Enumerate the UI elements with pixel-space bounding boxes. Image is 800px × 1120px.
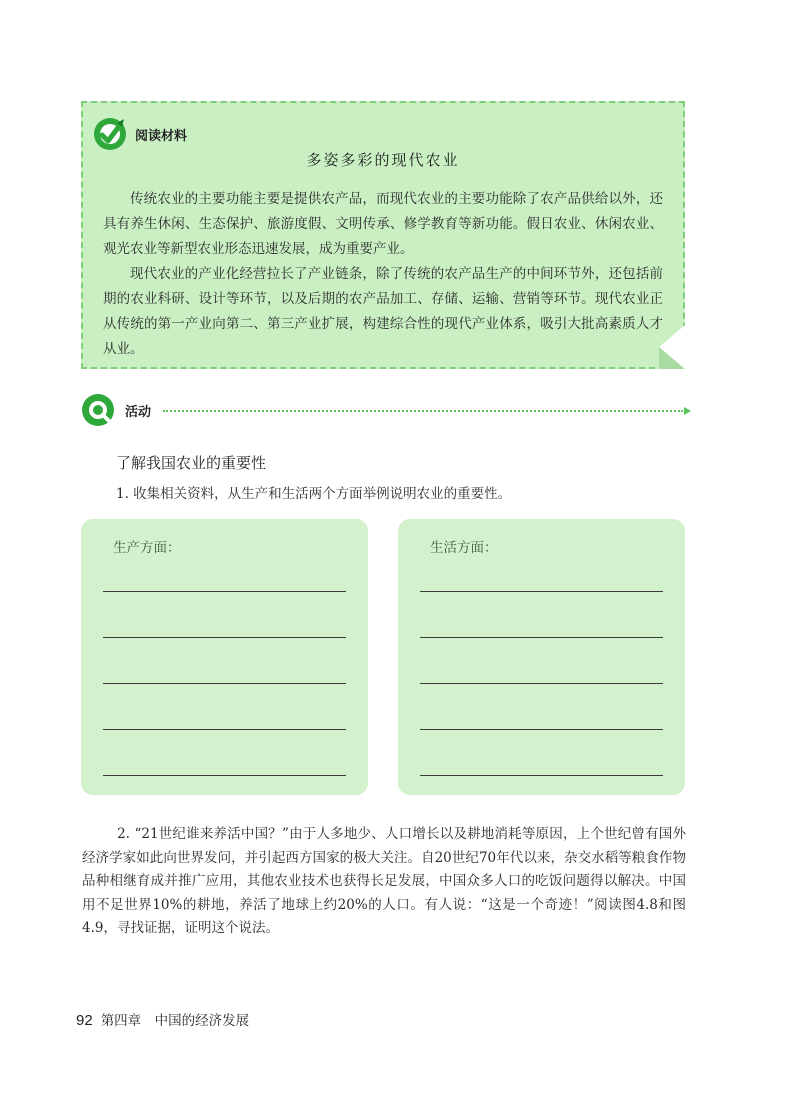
answer-line[interactable] <box>420 729 663 730</box>
answer-line[interactable] <box>103 683 346 684</box>
question-two <box>82 823 686 941</box>
activity-label: 活动 <box>125 404 152 420</box>
reading-material-label: 阅读材料 <box>135 128 188 144</box>
page-curl-fold <box>659 347 685 369</box>
answer-line[interactable] <box>103 729 346 730</box>
answer-line[interactable] <box>103 637 346 638</box>
activity-heading: 了解我国农业的重要性 <box>116 454 267 472</box>
reading-material-title: 多姿多彩的现代农业 <box>306 151 460 169</box>
answer-line[interactable] <box>420 591 663 592</box>
question-two-text: 2. “21世纪谁来养活中国？”由于人多地少、人口增长以及耕地消耗等原因，上个世纪曾有国外经济学家如此向世界发问，并引起西方国家的极大关注。自20世纪70年代以来，杂交水稻等粮食作物品种相继育成并推广应用，其他农业技术也获得长足发展，中国众多人口的吃饭问题得以解决。中国用不足世界10%的耕地，养活了地球上约20%的人口。有人说：“这是一个奇迹！”阅读图4.8和图4.9，寻找证据，证明这个说法。 <box>82 826 686 936</box>
reading-material-body <box>103 187 663 362</box>
answer-line[interactable] <box>420 775 663 776</box>
life-answer-panel <box>398 519 685 795</box>
chapter-title: 第四章 中国的经济发展 <box>100 1013 250 1029</box>
life-panel-title: 生活方面： <box>430 540 498 556</box>
arrow-right-icon <box>684 407 691 415</box>
pencil-check-icon <box>93 117 127 151</box>
answer-line[interactable] <box>420 637 663 638</box>
activity-ring-icon <box>81 393 115 427</box>
activity-dotted-line <box>163 410 683 412</box>
production-answer-panel <box>81 519 368 795</box>
reading-material-box <box>81 101 685 369</box>
question-one: 1. 收集相关资料，从生产和生活两个方面举例说明农业的重要性。 <box>116 486 512 502</box>
reading-paragraph: 现代农业的产业化经营拉长了产业链条，除了传统的农产品生产的中间环节外，还包括前期的农业科研、设计等环节，以及后期的农产品加工、存储、运输、营销等环节。现代农业正从传统的第一产业向第二、第三产业扩展，构建综合性的现代产业体系，吸引大批高素质人才从业。 <box>103 266 663 357</box>
activity-header <box>81 393 691 427</box>
reading-paragraph: 传统农业的主要功能主要是提供农产品，而现代农业的主要功能除了农产品供给以外，还具有养生休闲、生态保护、旅游度假、文明传承、修学教育等新功能。假日农业、休闲农业、观光农业等新型农业形态迅速发展，成为重要产业。 <box>103 191 663 257</box>
page-footer <box>76 1009 249 1029</box>
page-number: 92 <box>76 1012 93 1029</box>
answer-line[interactable] <box>103 775 346 776</box>
production-panel-title: 生产方面： <box>113 540 181 556</box>
answer-line[interactable] <box>420 683 663 684</box>
answer-line[interactable] <box>103 591 346 592</box>
reading-material-header <box>93 117 187 151</box>
